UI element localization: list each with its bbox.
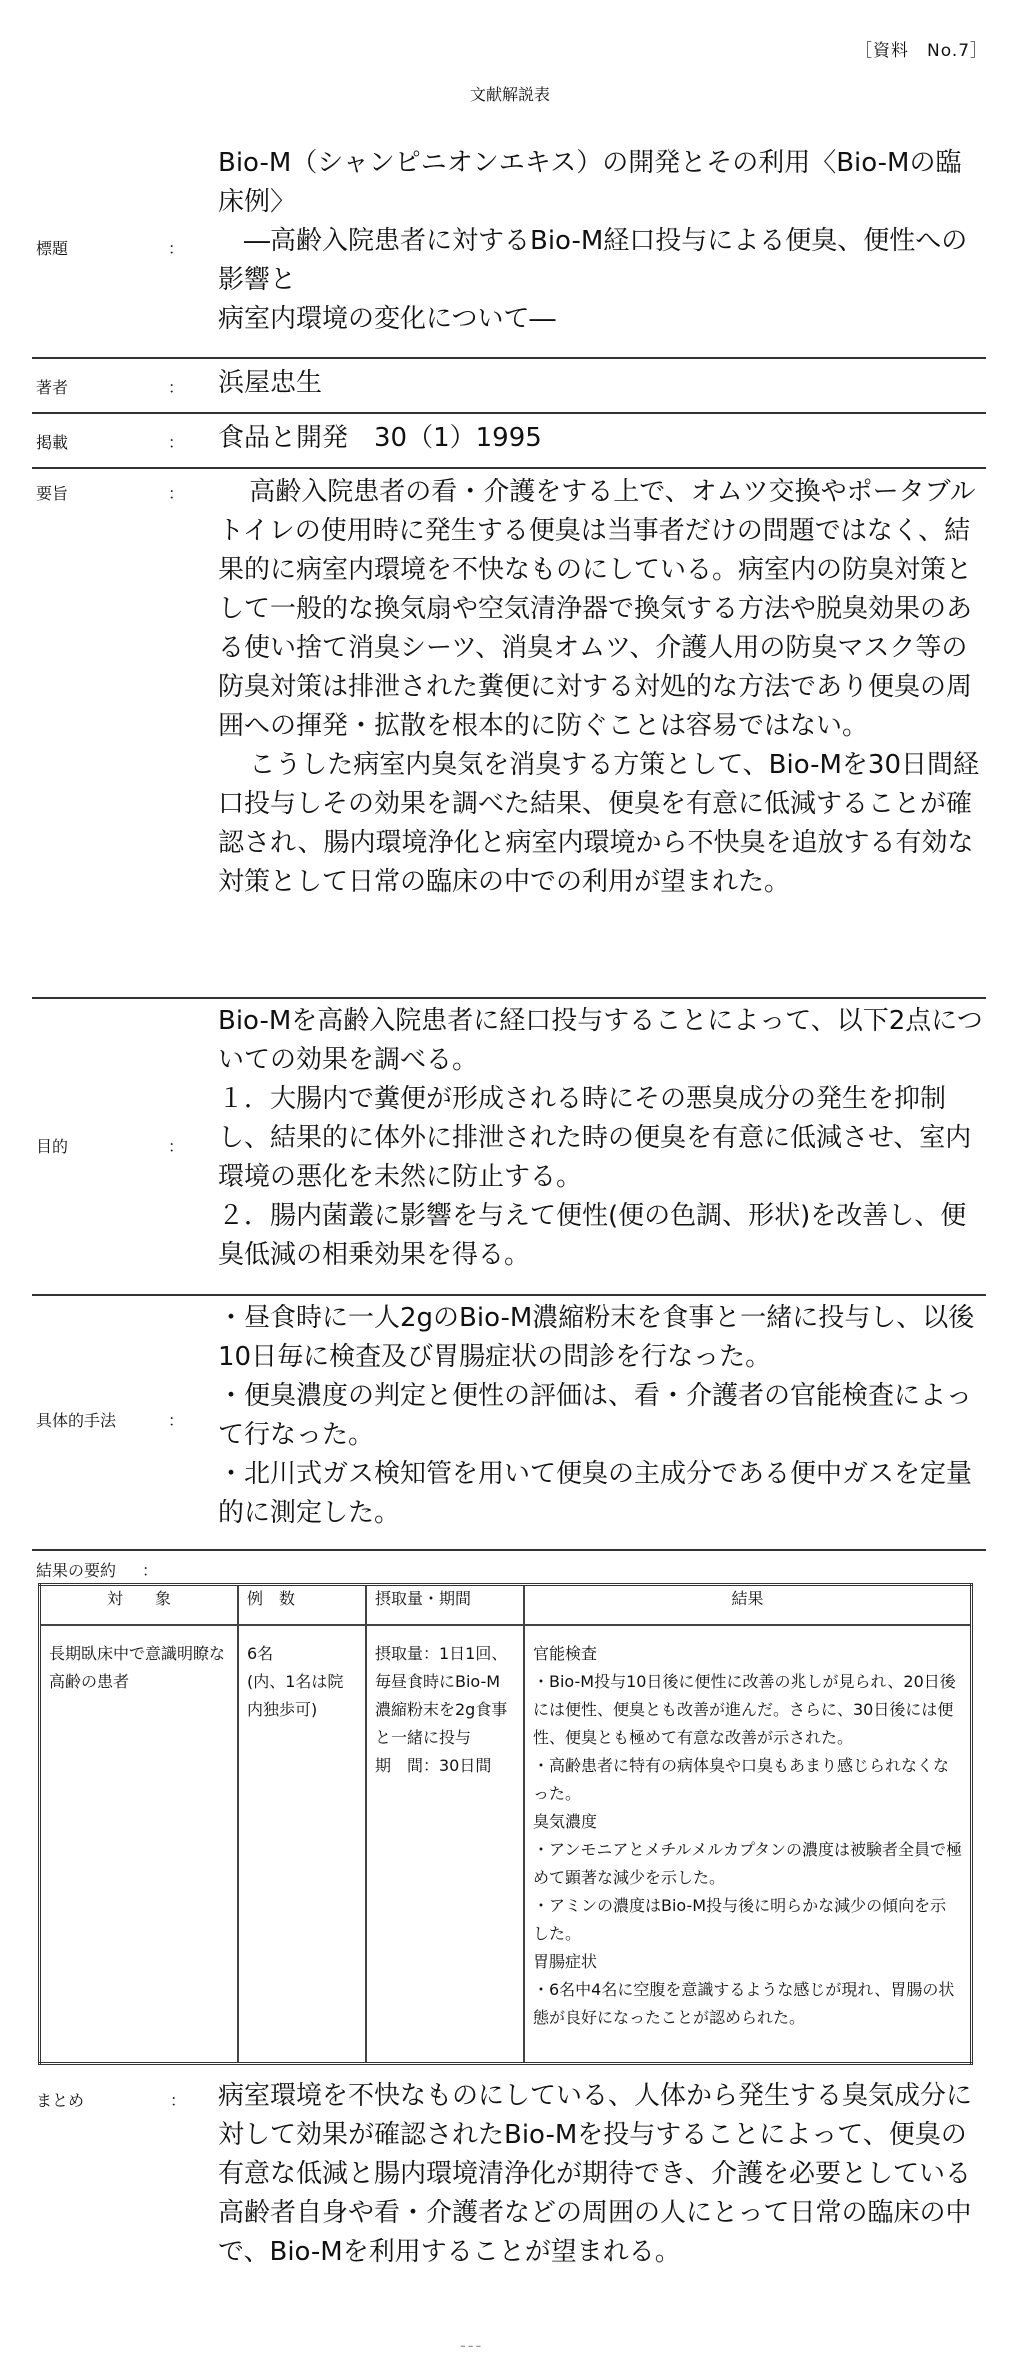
title-line: Bio-M（シャンピニオンエキス）の開発とその利用〈Bio-Mの臨床例〉 <box>218 148 962 217</box>
publication-row <box>32 414 986 469</box>
title-label: 標題 <box>36 239 69 258</box>
title-line: 病室内環境の変化について― <box>218 304 556 334</box>
intake-period: 期 間：30日間 <box>375 1756 492 1775</box>
outcome-item: ・アンモニアとメチルメルカプタンの濃度は被験者全員で極めて顕著な減少を示した。 <box>533 1840 962 1887</box>
purpose-colon: ： <box>168 1137 185 1156</box>
outcome-heading: 臭気濃度 <box>533 1812 598 1831</box>
results-table <box>38 1583 973 2065</box>
author-row <box>32 359 986 414</box>
header-intake: 摂取量・期間 <box>366 1585 524 1626</box>
method-label: 具体的手法 <box>36 1411 117 1430</box>
abstract-row <box>32 469 986 999</box>
header-outcome: 結果 <box>524 1585 972 1626</box>
summary-colon: ： <box>170 2091 187 2110</box>
publication-value: 食品と開発 30（1）1995 <box>218 423 542 453</box>
outcome-cell <box>524 1625 972 2063</box>
subject-cell: 長期臥床中で意識明瞭な高齢の患者 <box>40 1625 239 2063</box>
purpose-line: １．大腸内で糞便が形成される時にその悪臭成分の発生を抑制し、結果的に体外に排泄された時の便臭を有意に低減させ、室内環境の悪化を未然に防止する。 <box>218 1084 972 1192</box>
abstract-value <box>218 469 986 902</box>
title-value <box>218 140 986 339</box>
abstract-paragraph: 高齢入院患者の看・介護をする上で、オムツ交換やポータブルトイレの使用時に発生する便臭は当事者だけの問題ではなく、結果的に病室内環境を不快なものにしている。病室内の防臭対策として一般的な換気扇や空気清浄器で換気する方法や脱臭効果のある使い捨て消臭シーツ、消臭オムツ、介護人用の防臭マスク等の防臭対策は排泄された糞便に対する対処的な方法であり便臭の周囲への揮発・拡散を根本的に防ぐことは容易ではない。 <box>218 477 976 741</box>
method-line: ・北川式ガス検知管を用いて便臭の主成分である便中ガスを定量的に測定した。 <box>218 1459 973 1528</box>
abstract-paragraph: こうした病室内臭気を消臭する方策として、Bio-Mを30日間経口投与しその効果を調べた結果、便臭を有意に低減することが確認され、腸内環境浄化と病室内環境から不快臭を追放する有効な対策として日常の臨床の中での利用が望まれた。 <box>218 750 980 897</box>
reference-number: ［資料 No.7］ <box>855 41 989 61</box>
outcome-item: ・アミンの濃度はBio-M投与後に明らかな減少の傾向を示した。 <box>533 1896 947 1943</box>
results-label: 結果の要約 <box>36 1561 117 1580</box>
page-footer: --- <box>460 2336 484 2355</box>
purpose-line: Bio-Mを高齢入院患者に経口投与することによって、以下2点についての効果を調べる。 <box>218 1006 983 1075</box>
header-subject: 対 象 <box>40 1585 239 1626</box>
outcome-heading: 官能検査 <box>533 1644 598 1663</box>
summary-text: 病室環境を不快なものにしている、人体から発生する臭気成分に対して効果が確認されたBio-Mを投与することによって、便臭の有意な低減と腸内環境清浄化が期待でき、介護を必要としている高齢者自身や看・介護者などの周囲の人にとって日常の臨床の中で、Bio-Mを利用することが望まれる。 <box>218 2081 973 2267</box>
outcome-heading: 胃腸症状 <box>533 1952 598 1971</box>
publication-label: 掲載 <box>36 433 69 452</box>
publication-colon: ： <box>168 433 185 452</box>
method-line: ・昼食時に一人2gのBio-M濃縮粉末を食事と一緒に投与し、以後10日毎に検査及び胃腸症状の問診を行なった。 <box>218 1303 975 1372</box>
cases-cell <box>238 1625 366 2063</box>
document-title: 文献解説表 <box>469 85 550 104</box>
purpose-label: 目的 <box>36 1137 69 1156</box>
author-colon: ： <box>168 378 185 397</box>
summary-label: まとめ <box>36 2091 85 2110</box>
author-label: 著者 <box>36 378 69 397</box>
title-colon: ： <box>168 239 185 258</box>
abstract-label: 要旨 <box>36 484 69 503</box>
summary-sections <box>32 140 986 1551</box>
results-row <box>40 1625 972 2063</box>
intake-amount: 摂取量：1日1回、毎昼食時にBio-M濃縮粉末を2g食事と一緒に投与 <box>375 1644 508 1747</box>
method-line: ・便臭濃度の判定と便性の評価は、看・介護者の官能検査によって行なった。 <box>218 1381 973 1450</box>
results-header-row <box>40 1585 972 1626</box>
purpose-row <box>32 999 986 1296</box>
results-colon: ： <box>142 1561 159 1580</box>
method-value <box>218 1296 986 1533</box>
method-colon: ： <box>168 1411 185 1430</box>
author-value: 浜屋忠生 <box>218 368 323 398</box>
method-row <box>32 1296 986 1551</box>
title-row <box>32 140 986 359</box>
outcome-item: ・6名中4名に空腹を意識するような感じが現れ、胃腸の状態が良好になったことが認められた。 <box>533 1980 955 2027</box>
abstract-colon: ： <box>168 484 185 503</box>
purpose-line: ２．腸内菌叢に影響を与えて便性(便の色調、形状)を改善し、便臭低減の相乗効果を得る。 <box>218 1201 967 1270</box>
purpose-value <box>218 999 986 1275</box>
outcome-item: ・高齢患者に特有の病体臭や口臭もあまり感じられなくなった。 <box>533 1756 950 1803</box>
cases-count: 6名 <box>247 1644 274 1663</box>
cases-note: (内、1名は院内独歩可) <box>247 1672 344 1719</box>
header-cases: 例 数 <box>238 1585 366 1626</box>
title-line: ―高齢入院患者に対するBio-M経口投与による便臭、便性への影響と <box>218 226 968 295</box>
intake-cell <box>366 1625 524 2063</box>
outcome-item: ・Bio-M投与10日後に便性に改善の兆しが見られ、20日後には便性、便臭とも改善が進んだ。さらに、30日後には便性、便臭とも極めて有意な改善が示された。 <box>533 1672 956 1747</box>
